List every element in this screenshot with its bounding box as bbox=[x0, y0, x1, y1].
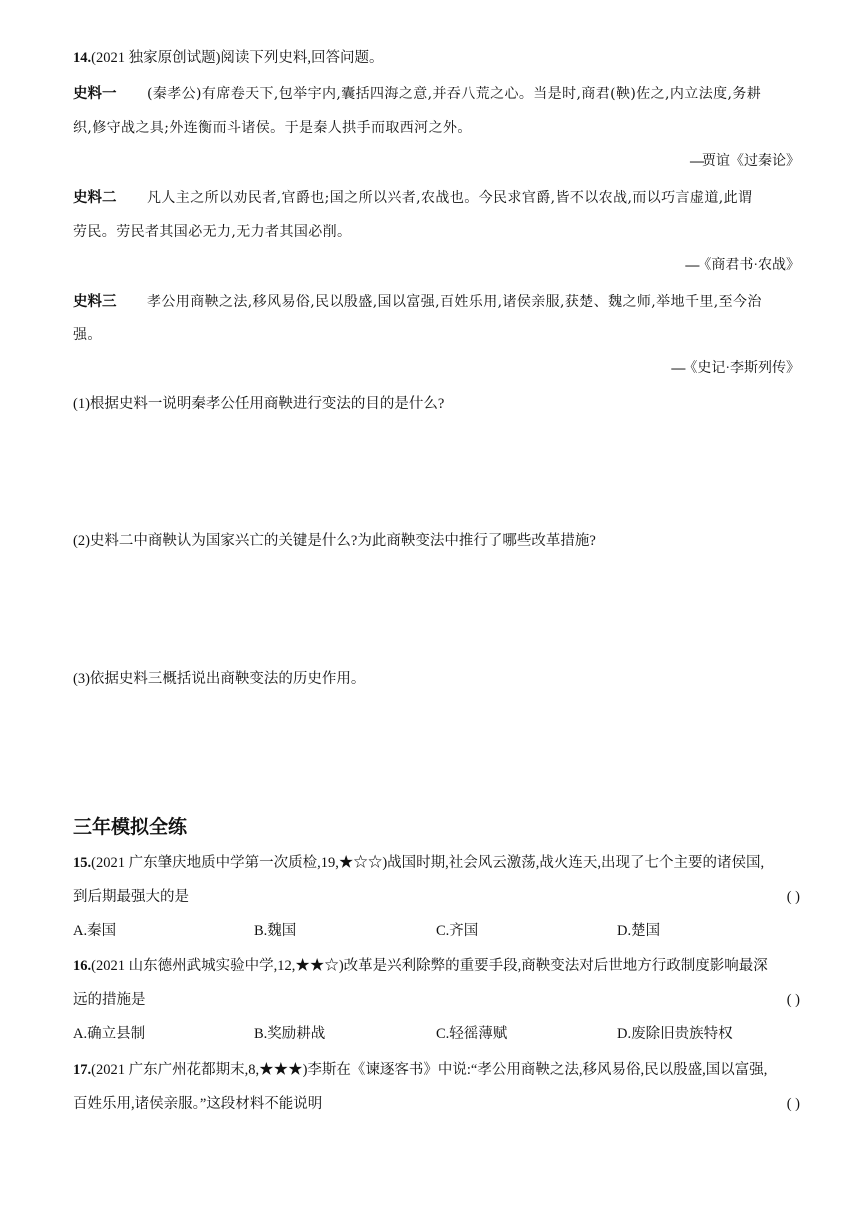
source3-line1 bbox=[73, 292, 800, 312]
q14-intro-line bbox=[73, 48, 800, 68]
source3-text-2: 强。 bbox=[73, 327, 102, 343]
q14-sub3: (3)依据史料三概括说出商鞅变法的历史作用。 bbox=[73, 671, 366, 687]
source2-attr-dash: — bbox=[685, 258, 698, 273]
q16-option-a: A.确立县制 bbox=[73, 1026, 146, 1042]
source2-attr-text: 《商君书·农战》 bbox=[697, 258, 800, 273]
source1-attr-text: 贾谊《过秦论》 bbox=[702, 154, 800, 169]
q16-line1 bbox=[73, 956, 800, 976]
q17-text-1: (2021 广东广州花都期末,8,★★★)李斯在《谏逐客书》中说:“孝公用商鞅之法,移风易俗,民以殷盛,国以富强, bbox=[91, 1062, 768, 1078]
source2-line2 bbox=[73, 222, 800, 242]
source2-attribution bbox=[685, 256, 800, 276]
source1-attribution bbox=[690, 152, 800, 172]
q15-answer-paren: ( ) bbox=[786, 889, 800, 905]
q15-text-1: (2021 广东肇庆地质中学第一次质检,19,★☆☆)战国时期,社会风云激荡,战火连天,出现了七个主要的诸侯国, bbox=[91, 855, 765, 871]
q15-number: 15. bbox=[73, 855, 92, 871]
source2-text-1: 凡人主之所以劝民者,官爵也;国之所以兴者,农战也。今民求官爵,皆不以农战,而以巧言虚道,此谓 bbox=[147, 190, 753, 206]
source3-attr-text: 《史记·李斯列传》 bbox=[683, 361, 800, 376]
source2-line1 bbox=[73, 188, 800, 208]
source2-label: 史料二 bbox=[73, 190, 117, 206]
q15-line1 bbox=[73, 853, 800, 873]
q16-option-d: D.废除旧贵族特权 bbox=[617, 1026, 733, 1042]
source3-attribution bbox=[671, 359, 800, 379]
source1-line2 bbox=[73, 118, 800, 138]
source1-attr-dash: — bbox=[690, 154, 702, 169]
source3-attr-dash: — bbox=[671, 361, 684, 376]
source1-line1 bbox=[73, 84, 800, 104]
q17-line2: 百姓乐用,诸侯亲服。”这段材料不能说明 bbox=[73, 1096, 323, 1112]
q14-number: 14. bbox=[73, 50, 92, 66]
q15-option-a: A.秦国 bbox=[73, 923, 117, 939]
q16-answer-paren: ( ) bbox=[786, 992, 800, 1008]
q15-option-c: C.齐国 bbox=[436, 923, 479, 939]
q16-option-c: C.轻徭薄赋 bbox=[436, 1026, 508, 1042]
q15-option-d: D.楚国 bbox=[617, 923, 661, 939]
source1-label: 史料一 bbox=[73, 86, 117, 102]
q17-line1 bbox=[73, 1060, 800, 1080]
q16-number: 16. bbox=[73, 958, 92, 974]
q16-line2: 远的措施是 bbox=[73, 992, 146, 1008]
q15-line2: 到后期最强大的是 bbox=[73, 889, 189, 905]
source1-text-2: 织,修守战之具;外连衡而斗诸侯。于是秦人拱手而取西河之外。 bbox=[73, 120, 472, 136]
q15-option-b: B.魏国 bbox=[254, 923, 297, 939]
q17-answer-paren: ( ) bbox=[786, 1096, 800, 1112]
section-title: 三年模拟全练 bbox=[73, 816, 188, 838]
q14-sub1: (1)根据史料一说明秦孝公任用商鞅进行变法的目的是什么? bbox=[73, 396, 445, 412]
q16-text-1: (2021 山东德州武城实验中学,12,★★☆)改革是兴利除弊的重要手段,商鞅变法对后世地方行政制度影响最深 bbox=[91, 958, 768, 974]
source3-text-1: 孝公用商鞅之法,移风易俗,民以殷盛,国以富强,百姓乐用,诸侯亲服,获楚、魏之师,举地千里,至今治 bbox=[147, 294, 762, 310]
source2-text-2: 劳民。劳民者其国必无力,无力者其国必削。 bbox=[73, 224, 352, 240]
q17-number: 17. bbox=[73, 1062, 92, 1078]
q16-option-b: B.奖励耕战 bbox=[254, 1026, 326, 1042]
q14-intro: (2021 独家原创试题)阅读下列史料,回答问题。 bbox=[91, 50, 384, 66]
source3-line2 bbox=[73, 325, 800, 345]
source1-text-1: (秦孝公)有席卷天下,包举宇内,囊括四海之意,并吞八荒之心。当是时,商君(鞅)佐之,内立法度,务耕 bbox=[147, 86, 762, 102]
source3-label: 史料三 bbox=[73, 294, 117, 310]
q14-sub2: (2)史料二中商鞅认为国家兴亡的关键是什么?为此商鞅变法中推行了哪些改革措施? bbox=[73, 533, 596, 549]
